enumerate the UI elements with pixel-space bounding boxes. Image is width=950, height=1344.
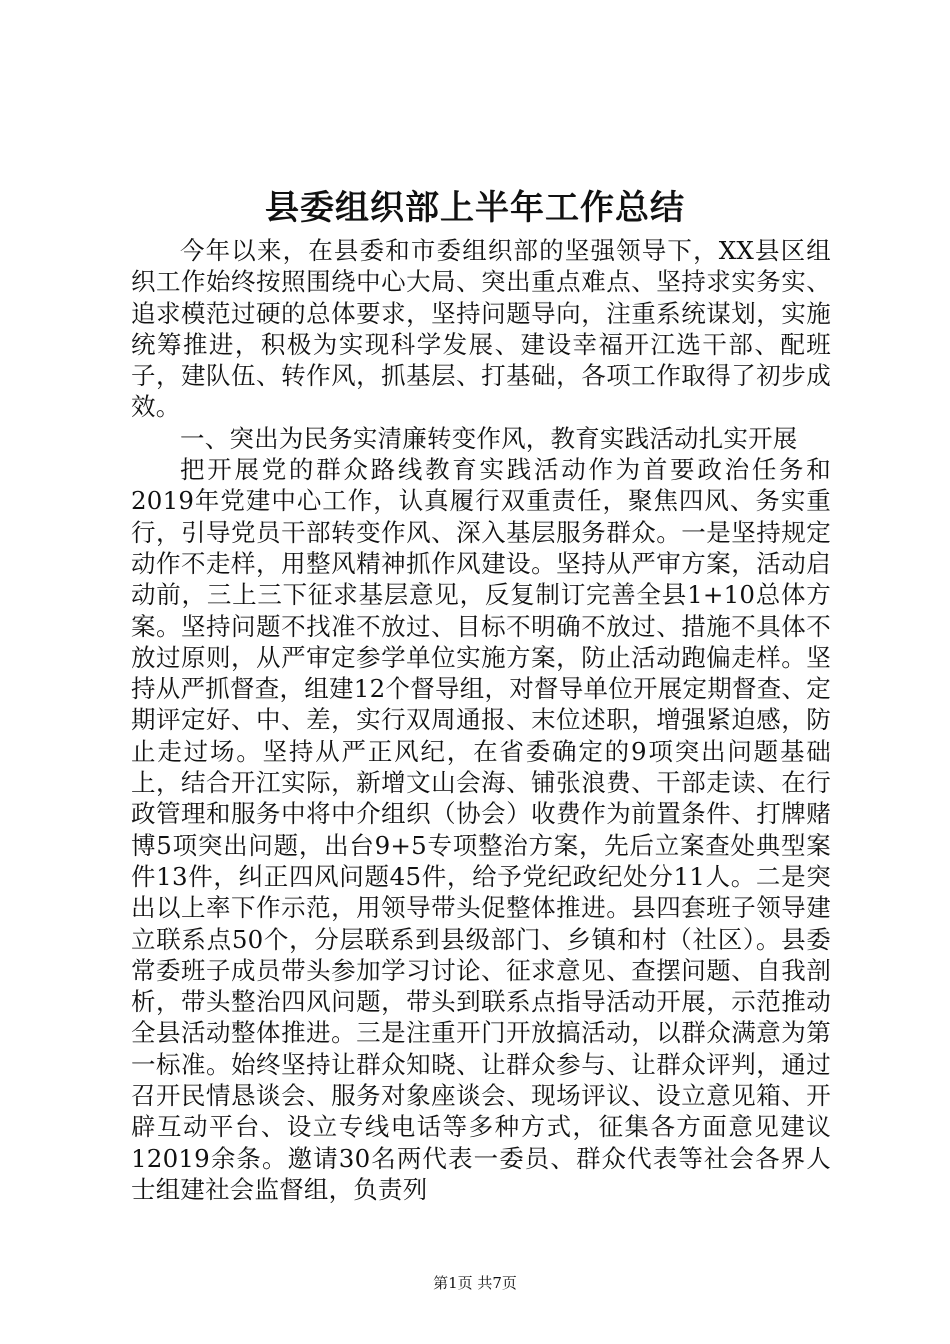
section-paragraph: 把开展党的群众路线教育实践活动作为首要政治任务和2019年党建中心工作，认真履行双重责任，聚焦四风、务实重行，引导党员干部转变作风、深入基层服务群众。一是坚持规定动作不走样，用整风精神抓作风建设。坚持从严审方案，活动启动前，三上三下征求基层意见，反复制订完善全县1+10总体方案。坚持问题不找准不放过、目标不明确不放过、措施不具体不放过原则，从严审定参学单位实施方案，防止活动跑偏走样。坚持从严抓督查，组建12个督导组，对督导单位开展定期督查、定期评定好、中、差，实行双周通报、末位述职，增强紧迫感，防止走过场。坚持从严正风纪，在省委确定的9项突出问题基础上，结合开江实际，新增文山会海、铺张浪费、干部走读、在行政管理和服务中将中介组织（协会）收费作为前置条件、打牌赌博5项突出问题，出台9+5专项整治方案，先后立案查处典型案件13件，纠正四风问题45件，给予党纪政纪处分11人。二是突出以上率下作示范，用领导带头促整体推进。县四套班子领导建立联系点50个，分层联系到县级部门、乡镇和村（社区）。县委常委班子成员带头参加学习讨论、征求意见、查摆问题、自我剖析，带头整治四风问题，带头到联系点指导活动开展，示范推动全县活动整体推进。三是注重开门开放搞活动，以群众满意为第一标准。始终坚持让群众知晓、让群众参与、让群众评判，通过召开民情恳谈会、服务对象座谈会、现场评议、设立意见箱、开辟互动平台、设立专线电话等多种方式，征集各方面意见建议12019余条。邀请30名两代表一委员、群众代表等社会各界人士组建社会监督组，负责列 [131,455,831,1204]
section-heading: 一、突出为民务实清廉转变作风，教育实践活动扎实开展 [180,423,798,453]
document-title: 县委组织部上半年工作总结 [265,188,685,228]
document-body [131,235,831,1205]
page-footer: 第1页 共7页 [433,1274,517,1292]
intro-paragraph: 今年以来，在县委和市委组织部的坚强领导下，XX县区组织工作始终按照围绕中心大局、突出重点难点、坚持求实务实、追求模范过硬的总体要求，坚持问题导向，注重系统谋划，实施统筹推进，积极为实现科学发展、建设幸福开江选干部、配班子，建队伍、转作风，抓基层、打基础，各项工作取得了初步成效。 [131,236,831,422]
